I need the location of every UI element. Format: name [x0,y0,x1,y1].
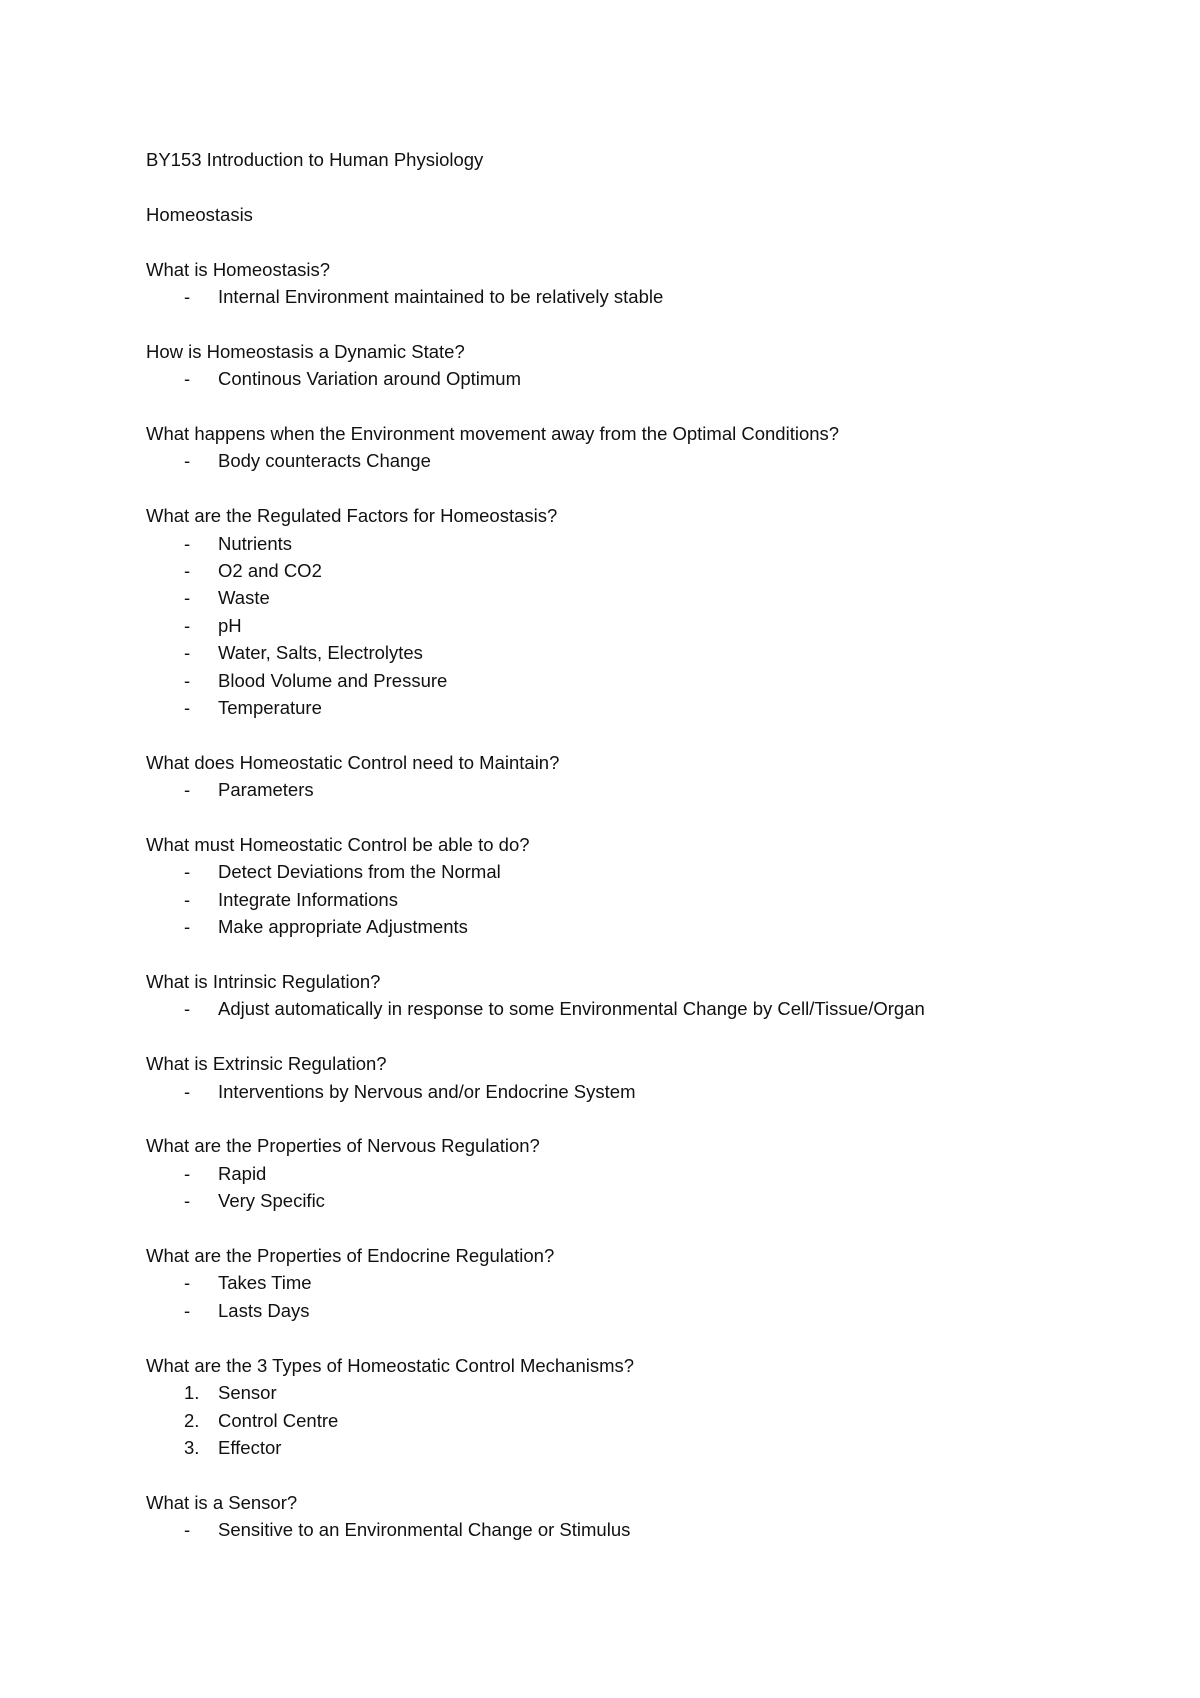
dash-bullet: - [184,669,191,691]
list-item-text: Adjust automatically in response to some Environmental Change by Cell/Tissue/Organ [218,998,925,1020]
dash-bullet: - [184,1080,191,1102]
question-heading: How is Homeostasis a Dynamic State? [146,340,465,362]
list-item-text: Body counteracts Change [218,450,431,472]
document-body [146,146,1106,1544]
spacer [146,393,1106,420]
list-item [146,694,1106,721]
list-item-text: Detect Deviations from the Normal [218,861,501,883]
list-item-text: Sensor [218,1382,277,1404]
spacer [146,721,1106,748]
list-item-text: Water, Salts, Electrolytes [218,642,423,664]
list-item-text: O2 and CO2 [218,560,322,582]
dash-list [146,1160,1106,1215]
dash-bullet: - [184,1299,191,1321]
qa-section [146,502,1106,749]
qa-section [146,1050,1106,1132]
dash-bullet: - [184,1190,191,1212]
question-heading: What are the Regulated Factors for Homeostasis? [146,505,558,527]
qa-section [146,1489,1106,1544]
spacer [146,475,1106,502]
numbered-list [146,1379,1106,1461]
list-item [146,530,1106,557]
list-item-text: pH [218,614,242,636]
list-item-text: Parameters [218,779,314,801]
list-item-text: Continous Variation around Optimum [218,368,522,390]
dash-bullet: - [184,532,191,554]
spacer [146,173,1106,200]
list-item [146,365,1106,392]
list-item-text: Temperature [218,697,322,719]
dash-bullet: - [184,1272,191,1294]
dash-list [146,365,1106,392]
list-item-text: Effector [218,1436,282,1458]
question-heading: What is a Sensor? [146,1491,298,1513]
dash-bullet: - [184,916,191,938]
spacer [146,1215,1106,1242]
question-heading: What is Intrinsic Regulation? [146,971,381,993]
dash-list [146,447,1106,474]
qa-sections [146,256,1106,1544]
dash-list [146,1269,1106,1324]
number-marker: 1. [184,1382,200,1404]
question-heading: What does Homeostatic Control need to Maintain? [146,751,560,773]
question-heading: What happens when the Environment movement away from the Optimal Conditions? [146,423,840,444]
question-heading: What must Homeostatic Control be able to do? [146,834,530,856]
list-item-text: Make appropriate Adjustments [218,916,468,938]
question-heading: What is Homeostasis? [146,258,331,280]
dash-bullet: - [184,998,191,1020]
list-item-text: Internal Environment maintained to be relatively stable [218,286,664,307]
spacer [146,1023,1106,1050]
list-item [146,447,1106,474]
spacer [146,1324,1106,1351]
list-item-text: Interventions by Nervous and/or Endocrine System [218,1080,636,1102]
dash-bullet: - [184,888,191,910]
qa-section [146,338,1106,420]
list-item [146,1160,1106,1187]
list-item [146,1297,1106,1324]
dash-bullet: - [184,642,191,664]
spacer [146,804,1106,831]
number-marker: 3. [184,1436,200,1458]
dash-list [146,530,1106,722]
list-item-text: Sensitive to an Environmental Change or Stimulus [218,1519,631,1541]
list-item [146,584,1106,611]
question-heading: What is Extrinsic Regulation? [146,1053,387,1075]
list-item [146,776,1106,803]
dash-bullet: - [184,587,191,609]
dash-bullet: - [184,1519,191,1541]
list-item [146,1187,1106,1214]
spacer [146,1105,1106,1132]
spacer [146,228,1106,255]
list-item [146,995,1106,1022]
dash-bullet: - [184,861,191,883]
dash-bullet: - [184,614,191,636]
question-heading: What are the Properties of Endocrine Regulation? [146,1245,555,1267]
qa-section [146,1132,1106,1242]
list-item-text: Rapid [218,1162,267,1184]
list-item-text: Control Centre [218,1409,339,1431]
dash-list [146,995,1106,1022]
list-item-text: Very Specific [218,1190,325,1212]
list-item [146,612,1106,639]
dash-bullet: - [184,560,191,582]
list-item [146,1516,1106,1543]
qa-section [146,1242,1106,1352]
dash-list [146,1516,1106,1543]
dash-bullet: - [184,779,191,801]
dash-bullet: - [184,697,191,719]
dash-bullet: - [184,368,191,390]
list-item [146,283,1106,310]
list-item [146,557,1106,584]
qa-section [146,420,1106,502]
list-item [146,1407,1106,1434]
topic-heading: Homeostasis [146,203,253,225]
list-item [146,667,1106,694]
qa-section [146,968,1106,1050]
qa-section [146,256,1106,338]
list-item [146,1078,1106,1105]
list-item [146,886,1106,913]
list-item [146,913,1106,940]
spacer [146,941,1106,968]
qa-section [146,1352,1106,1489]
list-item [146,1434,1106,1461]
list-item-text: Waste [218,587,270,609]
question-heading: What are the Properties of Nervous Regulation? [146,1135,540,1157]
number-marker: 2. [184,1409,200,1431]
list-item [146,639,1106,666]
dash-list [146,776,1106,803]
question-heading: What are the 3 Types of Homeostatic Control Mechanisms? [146,1354,635,1376]
qa-section [146,749,1106,831]
spacer [146,1461,1106,1488]
dash-bullet: - [184,450,191,472]
dash-bullet: - [184,1162,191,1184]
list-item [146,1379,1106,1406]
course-title: BY153 Introduction to Human Physiology [146,149,484,170]
dash-bullet: - [184,286,191,307]
dash-list [146,283,1106,310]
list-item-text: Blood Volume and Pressure [218,669,448,691]
list-item [146,858,1106,885]
dash-list [146,858,1106,940]
list-item-text: Integrate Informations [218,888,398,910]
qa-section [146,831,1106,968]
list-item-text: Lasts Days [218,1299,310,1321]
dash-list [146,1078,1106,1105]
list-item [146,1269,1106,1296]
list-item-text: Nutrients [218,532,293,554]
spacer [146,310,1106,337]
list-item-text: Takes Time [218,1272,312,1294]
